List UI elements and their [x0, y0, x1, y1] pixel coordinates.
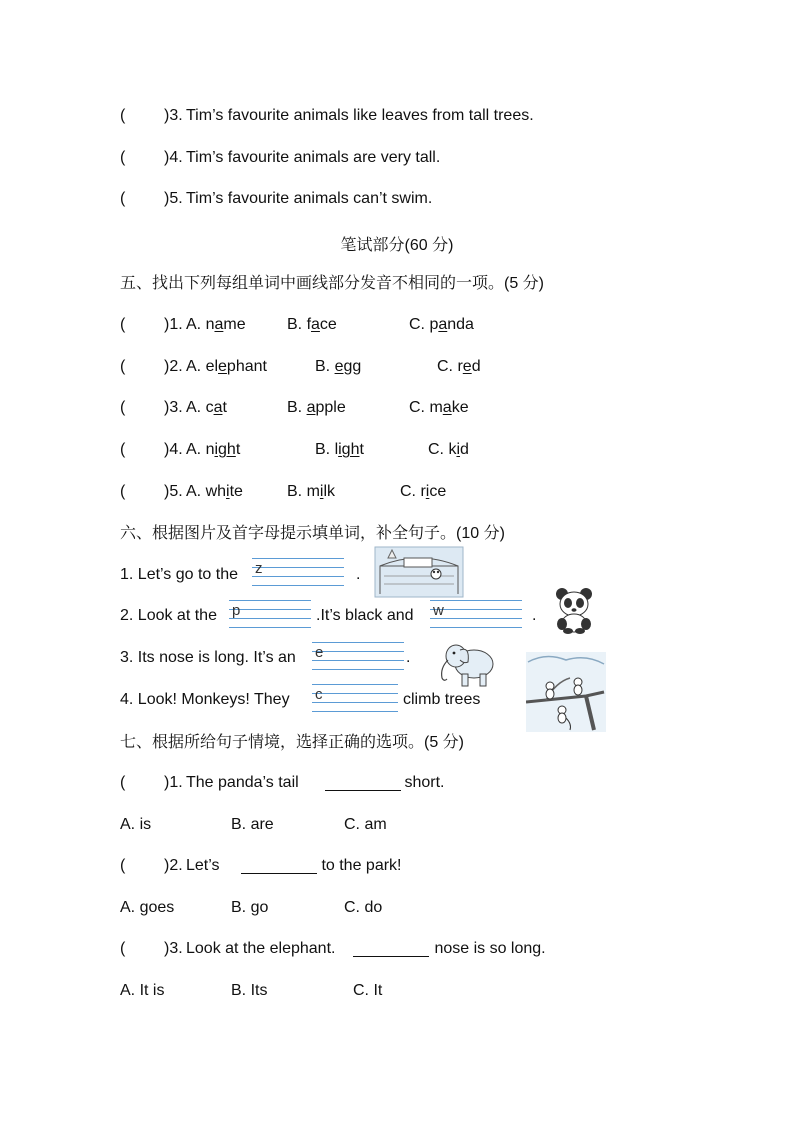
- word-part: nda: [447, 316, 474, 333]
- word-part: phant: [226, 358, 267, 375]
- hint-letter: e: [315, 644, 324, 661]
- part7-title: 七、根据所给句子情境，选择正确的选项。(5 分): [120, 734, 465, 751]
- answer-blank[interactable]: [241, 857, 317, 874]
- answer-paren-open: (: [120, 399, 126, 416]
- part4-item-4: [0, 149, 794, 171]
- answer-paren-open: (: [120, 441, 126, 458]
- word-part: ce: [319, 316, 337, 333]
- word-part: ce: [429, 483, 447, 500]
- option-c: C. do: [344, 899, 383, 916]
- word-part: B. l: [315, 441, 339, 458]
- underlined-letters: i: [319, 483, 324, 500]
- word-option: [409, 316, 474, 334]
- word-part: d: [471, 358, 481, 375]
- word-part: t: [235, 441, 241, 458]
- word-option: [186, 316, 246, 334]
- question-text-end: nose is so long.: [430, 940, 546, 957]
- sentence-text: .It’s black and: [316, 607, 414, 624]
- word-option: [287, 316, 337, 334]
- answer-paren-open: (: [120, 149, 126, 166]
- writing-lines-1[interactable]: [252, 556, 344, 590]
- underlined-letters: i: [226, 483, 230, 500]
- option-c: C. It: [353, 982, 383, 999]
- word-part: B.: [315, 358, 335, 375]
- question-number: )2.: [164, 857, 183, 874]
- item-number: )4.: [164, 149, 183, 166]
- item-number: )5.: [164, 483, 183, 500]
- word-part: B. f: [287, 316, 312, 333]
- question-text-end: to the park!: [317, 857, 402, 874]
- underlined-letters: a: [442, 399, 452, 416]
- option-b: B. are: [231, 816, 274, 833]
- hint-letter: p: [232, 602, 241, 619]
- word-part: C. k: [428, 441, 457, 458]
- underlined-letters: igh: [214, 441, 236, 458]
- underlined-letters: e: [218, 358, 227, 375]
- item-number: )5.: [164, 190, 183, 207]
- item-number: )1.: [164, 316, 183, 333]
- word-option: [409, 399, 469, 417]
- underlined-letters: a: [214, 316, 224, 333]
- option-a: A. It is: [120, 982, 165, 999]
- writing-lines-3[interactable]: [312, 640, 404, 674]
- part4-item-5: [0, 190, 794, 212]
- word-part: B. m: [287, 483, 320, 500]
- word-option: [287, 483, 335, 501]
- item-number: )3.: [164, 107, 183, 124]
- word-option: [315, 441, 364, 459]
- word-part: C. p: [409, 316, 439, 333]
- word-part: C. m: [409, 399, 443, 416]
- answer-paren-open: (: [120, 358, 126, 375]
- sentence-text: 3. Its nose is long. It’s an: [120, 649, 296, 666]
- word-part: lk: [323, 483, 336, 500]
- answer-blank[interactable]: [325, 774, 401, 791]
- underlined-letters: i: [456, 441, 461, 458]
- word-part: B.: [287, 399, 307, 416]
- word-part: A. wh: [186, 483, 227, 500]
- statement-text: Tim’s favourite animals like leaves from tall trees.: [186, 107, 534, 124]
- word-part: A. n: [186, 441, 215, 458]
- item-number: )3.: [164, 399, 183, 416]
- answer-paren-open: (: [120, 940, 126, 957]
- monkeys-in-tree-picture: [526, 652, 606, 732]
- part6-title: 六、根据图片及首字母提示填单词，补全句子。(10 分): [120, 525, 505, 542]
- part5-item: [0, 316, 794, 338]
- part5-item: [0, 441, 794, 463]
- underlined-letters: e: [462, 358, 472, 375]
- word-option: [186, 441, 240, 459]
- underlined-letters: a: [438, 316, 448, 333]
- question-text-end: short.: [400, 774, 445, 791]
- part4-item-3: [0, 107, 794, 129]
- written-part-title: 笔试部分(60 分): [340, 237, 454, 254]
- word-part: C. r: [437, 358, 463, 375]
- word-part: gg: [343, 358, 362, 375]
- writing-lines-2b[interactable]: [430, 598, 522, 632]
- answer-paren-open: (: [120, 107, 126, 124]
- sentence-end: .: [356, 566, 361, 583]
- answer-paren-open: (: [120, 857, 126, 874]
- underlined-letters: a: [213, 399, 223, 416]
- part5-title: 五、找出下列每组单词中画线部分发音不相同的一项。(5 分): [120, 275, 545, 292]
- word-option: [400, 483, 446, 501]
- word-option: [428, 441, 469, 459]
- part5-item: [0, 399, 794, 421]
- option-a: A. goes: [120, 899, 175, 916]
- part5-item: [0, 483, 794, 505]
- answer-paren-open: (: [120, 483, 126, 500]
- option-c: C. am: [344, 816, 387, 833]
- word-option: [186, 358, 267, 376]
- panda-picture: [552, 586, 598, 634]
- answer-paren-open: (: [120, 190, 126, 207]
- word-option: [186, 483, 243, 501]
- word-option: [287, 399, 346, 417]
- zoo-gate-picture: [374, 546, 464, 598]
- word-part: t: [359, 441, 364, 458]
- underlined-letters: a: [306, 399, 316, 416]
- question-text-start: The panda’s tail: [186, 774, 304, 791]
- answer-paren-open: (: [120, 316, 126, 333]
- answer-blank[interactable]: [353, 940, 429, 957]
- sentence-text: 2. Look at the: [120, 607, 217, 624]
- item-number: )2.: [164, 358, 183, 375]
- word-part: pple: [315, 399, 346, 416]
- word-part: t: [222, 399, 227, 416]
- sentence-text: climb trees: [403, 691, 481, 708]
- hint-letter: w: [433, 602, 444, 619]
- statement-text: Tim’s favourite animals are very tall.: [186, 149, 441, 166]
- option-b: B. go: [231, 899, 269, 916]
- hint-letter: c: [315, 686, 323, 703]
- question-text-start: Let’s: [186, 857, 224, 874]
- part5-item: [0, 358, 794, 380]
- option-b: B. Its: [231, 982, 268, 999]
- writing-lines-4[interactable]: [312, 682, 398, 716]
- underlined-letters: e: [334, 358, 344, 375]
- statement-text: Tim’s favourite animals can’t swim.: [186, 190, 433, 207]
- underlined-letters: a: [311, 316, 320, 333]
- answer-paren-open: (: [120, 774, 126, 791]
- underlined-letters: igh: [338, 441, 360, 458]
- sentence-text: 4. Look! Monkeys! They: [120, 691, 290, 708]
- word-part: C. r: [400, 483, 426, 500]
- word-part: d: [460, 441, 469, 458]
- word-part: A. n: [186, 316, 215, 333]
- elephant-picture: [436, 638, 496, 690]
- word-part: A. el: [186, 358, 219, 375]
- word-part: A. c: [186, 399, 214, 416]
- sentence-end: .: [406, 649, 411, 666]
- question-number: )3.: [164, 940, 183, 957]
- item-number: )4.: [164, 441, 183, 458]
- option-a: A. is: [120, 816, 152, 833]
- word-part: me: [223, 316, 246, 333]
- word-option: [315, 358, 361, 376]
- word-part: te: [229, 483, 243, 500]
- word-part: ke: [451, 399, 469, 416]
- question-text-start: Look at the elephant.: [186, 940, 340, 957]
- word-option: [437, 358, 481, 376]
- hint-letter: z: [255, 560, 263, 577]
- word-option: [186, 399, 227, 417]
- sentence-end: .: [532, 607, 537, 624]
- sentence-text: 1. Let’s go to the: [120, 566, 239, 583]
- question-number: )1.: [164, 774, 183, 791]
- writing-lines-2a[interactable]: [229, 598, 311, 632]
- underlined-letters: i: [425, 483, 430, 500]
